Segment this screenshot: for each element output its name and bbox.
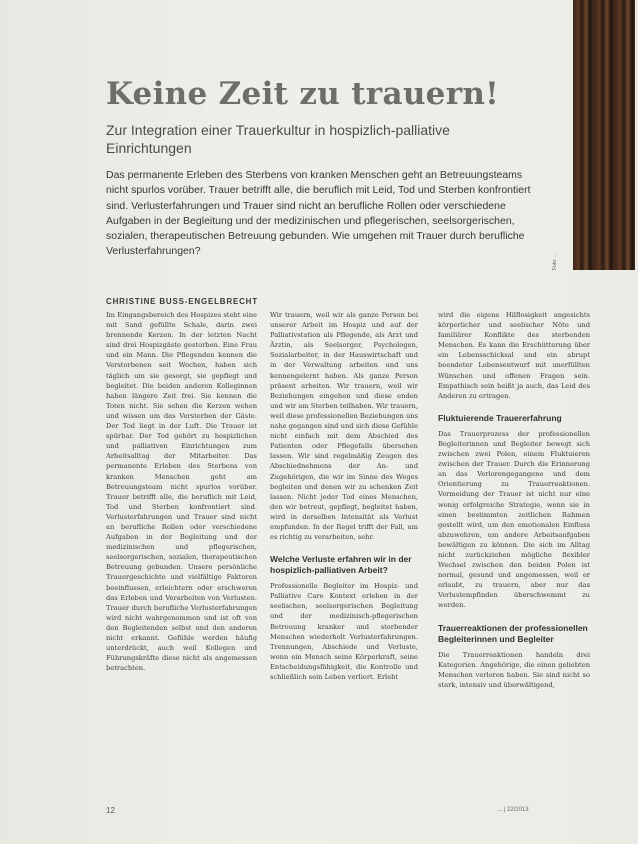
subtitle: Zur Integration einer Trauerkultur in hospizlich-palliative Einrichtungen [106,122,450,156]
curtain-photo [573,0,635,270]
author-byline: CHRISTINE BUSS-ENGELBRECHT [106,297,258,306]
paragraph: Im Eingangsbereich des Hospizes steht eine mit Sand gefüllte Schale, darin zwei brennende Kerzen. In der letzten Nacht sind drei Hospizgäste gestorben. Eine Frau und ein Mann. Die Pflegenden kennen die Verstorbenen seit Wochen, haben sich täglich um sie gesorgt, sie gepflegt und begleitet. Die beiden anderen Kolleginnen haben längere Zeit frei. Sie kennen die Toten nicht. Sie sehen die Kerzen wehen und wissen um das Versterben der Gäste. Der Tod liegt in der Luft. Die Trauer ist spürbar. Der Tod gehört zu hospizlichen und palliativen Einrichtungen zum Arbeitsalltag der Mitarbeiter. Das permanente Erleben des Sterbens von kranken Menschen geht am Betreuungsteam nicht spurlos vorüber. Trauer betrifft alle, die beruflich mit Leid, Tod und Sterben konfrontiert sind. Verlusterfahrungen und Trauer sind nicht an berufliche Rollen oder verschiedene Aufgaben in der Begleitung und der medizinischen und pflegerischen, seelsorgerischen, sozialen, therapeutischen Betreuung gebunden. Unsere persönliche Trauergeschichte und vielfältige Faktoren beeinflussen, erleichtern oder erschweren das Erleben und Verarbeiten von Verlusten. Trauer durch berufliche Verlusterfahrungen wird nicht wahrgenommen und ist oft von den Begleitenden selbst und den anderen nicht erkannt. Gefühle werden häufig unterdrückt, auch weil Kollegen und Führungskräfte diese nicht als angemessen betrachten. [106,311,257,673]
section-heading: Welche Verluste erfahren wir in der hospizlich-palliativen Arbeit? [270,554,412,576]
page-number: 12 [106,806,115,815]
paragraph: Die Trauerreaktionen handeln drei Kategorien. Angehörige, die einen geliebten Menschen verloren haben. Sie sind nicht so stark, intensiv und überwältigend, [438,650,590,689]
paragraph: Professionelle Begleiter im Hospiz- und Palliative Care Kontext erleben in der seelischen, seelsorgerischen Begleitung und der medizinisch-pflegerischen Betreuung kranker und sterbender Menschen wiederholt Verlusterfahrungen. Trennungen, Abschiede und Verluste, wenn ein Mensch seine Körperkraft, seine Entscheidungsfähigkeit, die Kontrolle und schließlich sein Leben verliert. Erlebt [270,582,418,681]
headline: Keine Zeit zu trauern! [106,76,500,112]
body-column-2 [270,310,418,682]
body-column-1 [106,310,257,673]
lead-paragraph: Das permanente Erleben des Sterbens von kranken Menschen geht an Betreuungsteams nicht spurlos vorüber. Trauer betrifft alle, die beruflich mit Leid, Tod und Sterben konfrontiert sind. Verlusterfahrungen und Trauer sind nicht an berufliche Rollen oder verschiedene Aufgaben in der Begleitung und der medizinischen und pflegerischen, seelsorgerischen, sozialen, therapeutischen Betreuung gebunden. Wie umgehen mit Trauer durch berufliche Verlusterfahrungen? [106,169,531,258]
body-column-3 [438,310,590,690]
photo-credit: Foto: ... [552,253,558,270]
section-heading: Fluktuierende Trauererfahrung [438,412,562,423]
section-heading: Trauerreaktionen der professionellen Begleiterinnen und Begleiter [438,622,588,644]
paragraph: wird die eigene Hilflosigkeit angesichts körperlicher und seelischer Nöte und familiärer Konflikte des sterbenden Menschen. Es kann die Erschütterung über ein Lebensschicksal und ein abrupt beendeter Lebensentwurf mit unerfüllten Wünschen und offenen Fragen sein. Empathisch sein heißt ja auch, das Leid des Anderen zu ertragen. [438,311,590,400]
page-footer: ... | 22/2013 [497,807,529,813]
paragraph: Wir trauern, weil wir als ganze Person bei unserer Arbeit im Hospiz und auf der Palliativstation als Pflegende, als Arzt und Ärztin, als Seelsorger, Psychologen, Sozialarbeiter, in der Hauswirtschaft und in der Verwaltung arbeiten und uns kennengelernt haben. Als ganze Person präsent arbeiten. Wir trauern, weil wir Beziehungen eingehen und diese enden und wir am Sterben teilhaben. Wir trauern, weil diese professionellen Beziehungen uns nahe gegangen sind und sich diese Gefühle nicht einfach mit dem Abschied des Patienten oder Pflegefalls übersehen lassen. Wir sind regelmäßig Zeugen des Abschiednehmens der An- und Zugehörigen, die wir im Sinne des Weges begleiten und denen wir zu schenken Zeit lassen. Nicht jeder Tod eines Menschen, den wir betreut, gepflegt, begleitet haben, wird in derselben Intensität als Verlust empfunden. In der Regel trifft der Fall, um es richtig zu verarbeiten, sehr. [270,311,419,542]
paragraph: Das Trauerprozess der professionellen Begleiterinnen und Begleiter bewegt sich zwischen zwei Polen, einem Fluktuieren zwischen der Trauer. Durch die Erinnerung an das Verlorengegangene und dem Orientierung zu Trauerreaktionen. Vermeidung der Trauer ist nicht nur eine wenig erfolgreiche Strategie, wenn sie in einen bestimmten zeitlichen Rahmen gestellt wird, um den emotionalen Einfluss abzuwehren, um andere Arbeitsaufgaben bewältigen zu können. Die sich im Alltag nicht zurückziehen mögliche flexibler Wechsel zwischen den beiden Polen ist normal, gesund und angemessen, weil er erlaubt, zu trauern, aber nur das Verlustempfinden überschwemmt zu werden. [438,429,590,610]
